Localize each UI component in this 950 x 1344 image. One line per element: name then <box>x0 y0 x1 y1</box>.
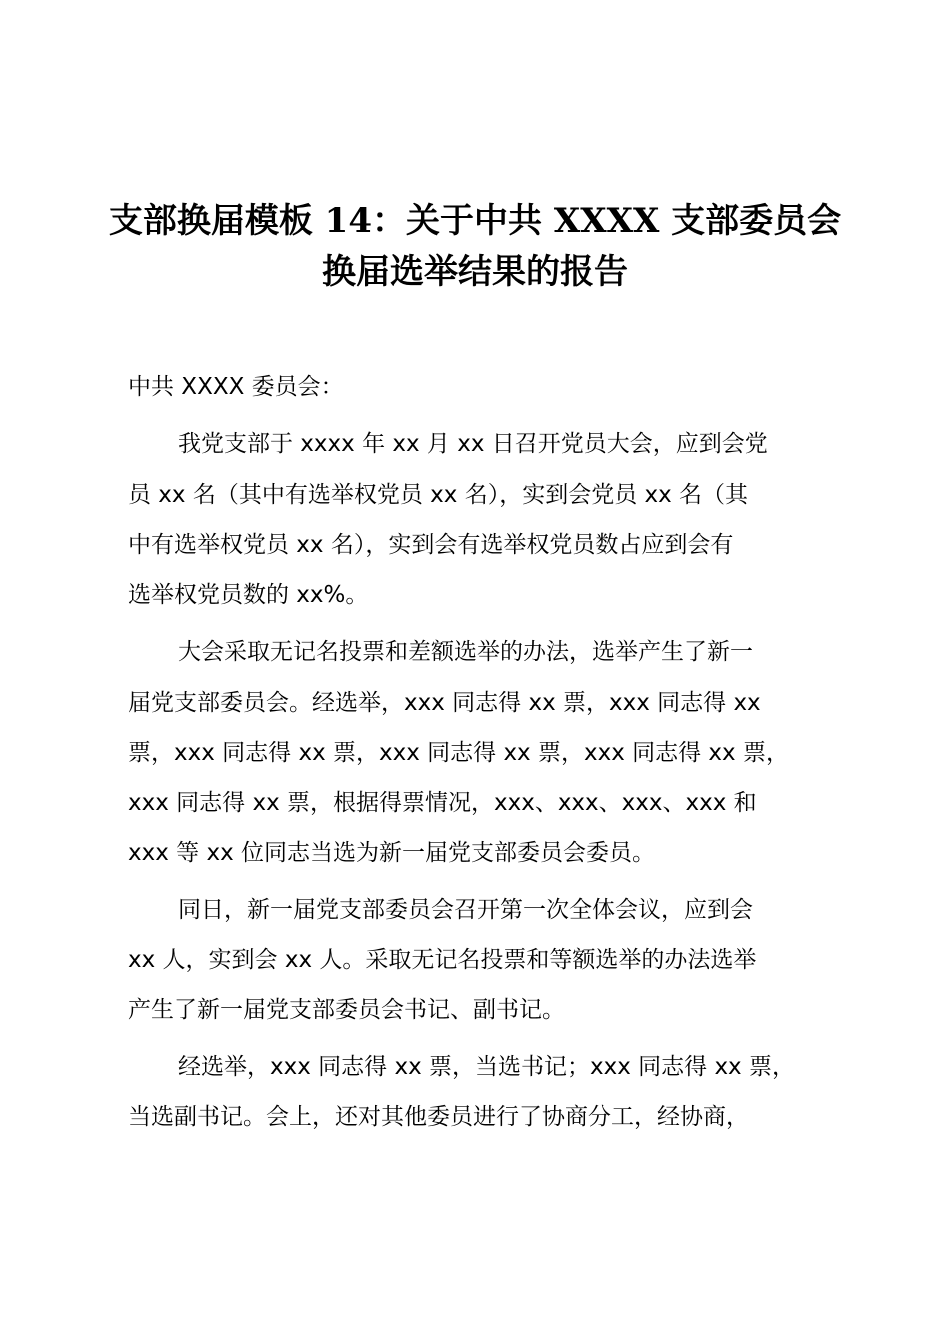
paragraph-2-line-4: xxx 同志得 xx 票，根据得票情况，xxx、xxx、xxx、xxx 和 <box>128 790 757 816</box>
paragraph-2-line-2: 届党支部委员会。经选举，xxx 同志得 xx 票，xxx 同志得 xx <box>128 690 761 716</box>
paragraph-3-line-3: 产生了新一届党支部委员会书记、副书记。 <box>128 997 565 1023</box>
salutation: 中共 XXXX 委员会： <box>128 374 344 400</box>
paragraph-1-line-4: 选举权党员数的 xx%。 <box>128 582 369 608</box>
paragraph-2-line-1: 大会采取无记名投票和差额选举的办法，选举产生了新一 <box>178 639 753 665</box>
document-title-line-1: 支部换届模板 14：关于中共 XXXX 支部委员会 <box>108 201 842 241</box>
paragraph-1-line-1: 我党支部于 xxxx 年 xx 月 xx 日召开党员大会，应到会党 <box>178 431 768 457</box>
document-title-line-2: 换届选举结果的报告 <box>322 252 628 292</box>
paragraph-3-line-2: xx 人，实到会 xx 人。采取无记名投票和等额选举的办法选举 <box>128 947 757 973</box>
paragraph-4-line-1: 经选举，xxx 同志得 xx 票，当选书记；xxx 同志得 xx 票， <box>178 1054 795 1080</box>
paragraph-1-line-2: 员 xx 名（其中有选举权党员 xx 名），实到会党员 xx 名（其 <box>128 482 749 508</box>
paragraph-4-line-2: 当选副书记。会上，还对其他委员进行了协商分工，经协商， <box>128 1104 749 1130</box>
paragraph-2-line-5: xxx 等 xx 位同志当选为新一届党支部委员会委员。 <box>128 840 655 866</box>
paragraph-1-line-3: 中有选举权党员 xx 名），实到会有选举权党员数占应到会有 <box>128 532 734 558</box>
paragraph-2-line-3: 票，xxx 同志得 xx 票，xxx 同志得 xx 票，xxx 同志得 xx 票， <box>128 740 789 766</box>
paragraph-3-line-1: 同日，新一届党支部委员会召开第一次全体会议，应到会 <box>178 897 753 923</box>
